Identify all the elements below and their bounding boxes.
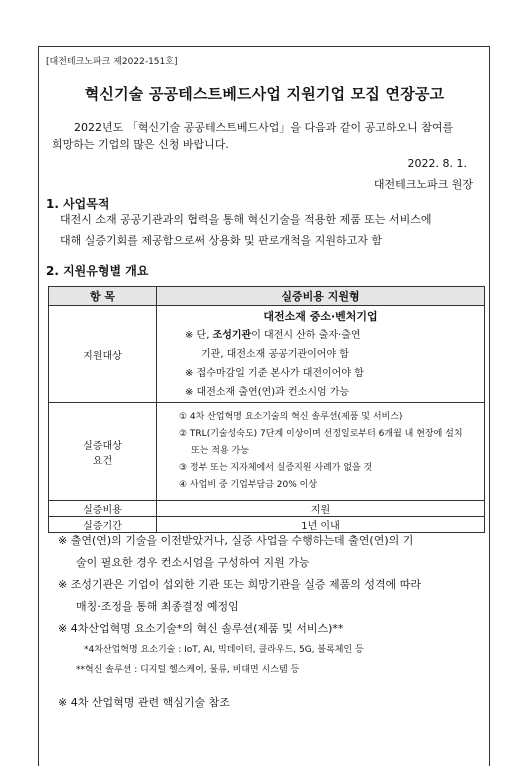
requirement-4: ④ 사업비 중 기업부담금 20% 이상 — [179, 480, 318, 490]
row-label-requirements: 실증대상 요건 — [49, 403, 157, 501]
document-number: [대전테크노파크 제2022-151호] — [46, 57, 178, 67]
row-value-cost: 지원 — [157, 501, 485, 517]
note-3-sub-2: **혁신 솔루션 : 디지털 헬스케어, 물류, 비대면 시스템 등 — [76, 665, 300, 675]
note-3: ※ 4차산업혁명 요소기술*의 혁신 솔루션(제품 및 서비스)** — [58, 622, 344, 635]
target-heading: 대전소재 중소·벤처기업 — [263, 310, 378, 323]
target-note-1-cont: 기관, 대전소재 공공기관이어야 함 — [201, 349, 349, 360]
intro-line-1: 2022년도 「혁신기술 공공테스트베드사업」을 다음과 같이 공고하오니 참여를 — [74, 121, 454, 134]
col-header-item: 항 목 — [49, 287, 157, 306]
row-value-period: 1년 이내 — [157, 517, 485, 533]
row-label-cost: 실증비용 — [49, 501, 157, 517]
section-1-line-1: 대전시 소재 공공기관과의 협력을 통해 혁신기술을 적용한 제품 또는 서비스에 — [60, 213, 432, 226]
table-row — [49, 306, 485, 403]
notes-block — [58, 530, 421, 714]
col-header-support-type: 실증비용 지원형 — [157, 287, 485, 306]
table-row — [49, 403, 485, 501]
issuer-name: 대전테크노파크 원장 — [373, 178, 473, 191]
target-note-2: ※ 접수마감일 기준 본사가 대전이어야 함 — [185, 368, 364, 379]
table-header-row — [49, 287, 485, 306]
note-1-line-2: 술이 필요한 경우 컨소시엄을 구성하여 지원 가능 — [76, 556, 310, 569]
note-2-line-2: 매칭·조정을 통해 최종결정 예정임 — [76, 600, 239, 613]
requirement-3: ③ 정부 또는 지자체에서 실증지원 사례가 없을 것 — [179, 463, 373, 473]
row-label-target: 지원대상 — [49, 306, 157, 403]
row-label-period: 실증기간 — [49, 517, 157, 533]
target-note-1: ※ 단, 조성기관이 대전시 산하 출자·출연 — [185, 330, 361, 341]
row-content-target — [157, 306, 485, 403]
note-4: ※ 4차 산업혁명 관련 핵심기술 참조 — [58, 696, 230, 709]
intro-line-2: 희망하는 기업의 많은 신청 바랍니다. — [52, 138, 229, 151]
target-note-1-emphasis: 조성기관 — [212, 330, 252, 341]
note-3-sub-1: *4차산업혁명 요소기술 : IoT, AI, 빅데이터, 클라우드, 5G, 블록체인 등 — [84, 645, 364, 655]
section-2-title: 2. 지원유형별 개요 — [46, 264, 149, 278]
page-title: 혁신기술 공공테스트베드사업 지원기업 모집 연장공고 — [84, 85, 445, 103]
section-1-title: 1. 사업목적 — [46, 197, 110, 211]
table-row — [49, 501, 485, 517]
note-2-line-1: ※ 조성기관은 기업이 섭외한 기관 또는 희망기관을 실증 제품의 성격에 따라 — [58, 578, 421, 591]
row-content-requirements — [157, 403, 485, 501]
note-1-line-1: ※ 출연(연)의 기술을 이전받았거나, 실증 사업을 수행하는데 출연(연)의 기 — [58, 534, 414, 547]
requirement-2-cont: 또는 적용 가능 — [191, 446, 249, 456]
requirement-2: ② TRL(기술성숙도) 7단계 이상이며 선정일로부터 6개월 내 현장에 설치 — [179, 429, 463, 439]
target-note-3: ※ 대전소재 출연(연)과 컨소시엄 가능 — [185, 387, 350, 398]
requirement-1: ① 4차 산업혁명 요소기술의 혁신 솔루션(제품 및 서비스) — [179, 412, 403, 422]
section-1-line-2: 대해 실증기회를 제공함으로써 상용화 및 판로개척을 지원하고자 함 — [60, 234, 383, 247]
announcement-date: 2022. 8. 1. — [407, 157, 467, 170]
support-overview-table — [48, 286, 485, 533]
